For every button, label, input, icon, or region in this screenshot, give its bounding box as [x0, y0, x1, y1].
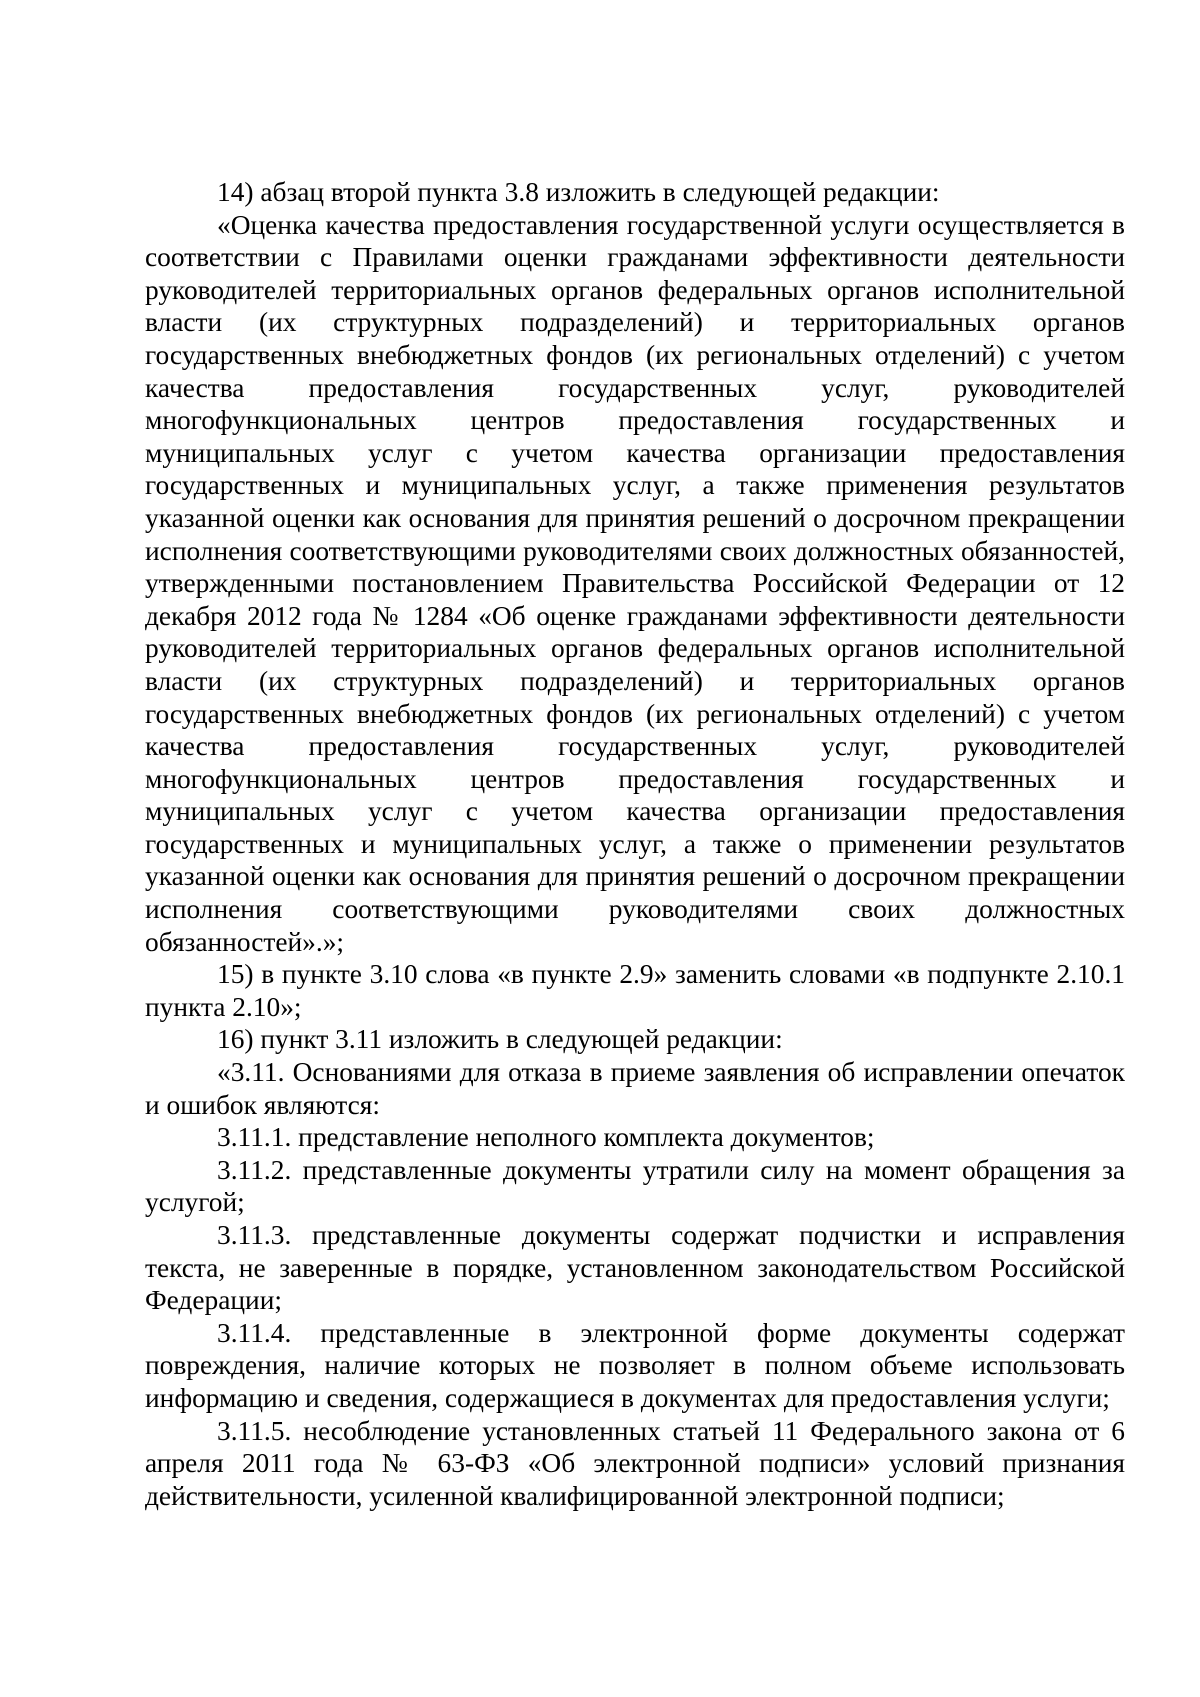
paragraph-item-16: 16) пункт 3.11 изложить в следующей редакции:: [217, 1024, 783, 1055]
paragraph-3-11: «3.11. Основаниями для отказа в приеме заявления об исправлении опечаток и ошибок являются:: [145, 1057, 1125, 1120]
paragraph-3-11-4: 3.11.4. представленные в электронной форме документы содержат повреждения, наличие которых не позволяет в полном объеме использовать информацию и сведения, содержащиеся в документах для предоставления услуги;: [145, 1317, 1125, 1413]
paragraph-3-11-5: 3.11.5. несоблюдение установленных статьей 11 Федерального закона от 6 апреля 2011 года № 63-ФЗ «Об электронной подписи» условий признания действительности, усиленной квалифицированной электронной подписи;: [145, 1415, 1125, 1511]
paragraph-3-11-2: 3.11.2. представленные документы утратили силу на момент обращения за услугой;: [145, 1154, 1125, 1218]
paragraph-3-11-3: 3.11.3. представленные документы содержат подчистки и исправления текста, не заверенные в порядке, установленном законодательством Российской Федерации;: [145, 1220, 1125, 1316]
paragraph-item-14: 14) абзац второй пункта 3.8 изложить в следующей редакции:: [217, 177, 940, 207]
document-body: [145, 176, 1125, 1512]
paragraph-item-15: 15) в пункте 3.10 слова «в пункте 2.9» заменить словами «в подпункте 2.10.1 пункта 2.10»;: [145, 959, 1125, 1022]
quoted-paragraph-quality-assessment: «Оценка качества предоставления государственной услуги осуществляется в соответствии с Правилами оценки гражданами эффективности деятельности руководителей территориальных органов федеральных органов исполнительной власти (их структурных подразделений) и территориальных органов государственных внебюджетных фондов (их региональных отделений) с учетом качества предоставления государственных услуг, руководителей многофункциональных центров предоставления государственных и муниципальных услуг с учетом качества организации предоставления государственных и муниципальных услуг, а также применения результатов указанной оценки как основания для принятия решений о досрочном прекращении исполнения соответствующими руководителями своих должностных обязанностей, утвержденными постановлением Правительства Российской Федерации от 12 декабря 2012 года № 1284 «Об оценке гражданами эффективности деятельности руководителей территориальных органов федеральных органов исполнительной власти (их структурных подразделений) и территориальных органов государственных внебюджетных фондов (их региональных отделений) с учетом качества предоставления государственных услуг, руководителей многофункциональных центров предоставления государственных и муниципальных услуг с учетом качества организации предоставления государственных и муниципальных услуг, а также о применении результатов указанной оценки как основания для принятия решений о досрочном прекращении исполнения соответствующими руководителями своих должностных обязанностей».»;: [145, 209, 1125, 957]
paragraph-3-11-1: 3.11.1. представление неполного комплекта документов;: [217, 1122, 875, 1153]
